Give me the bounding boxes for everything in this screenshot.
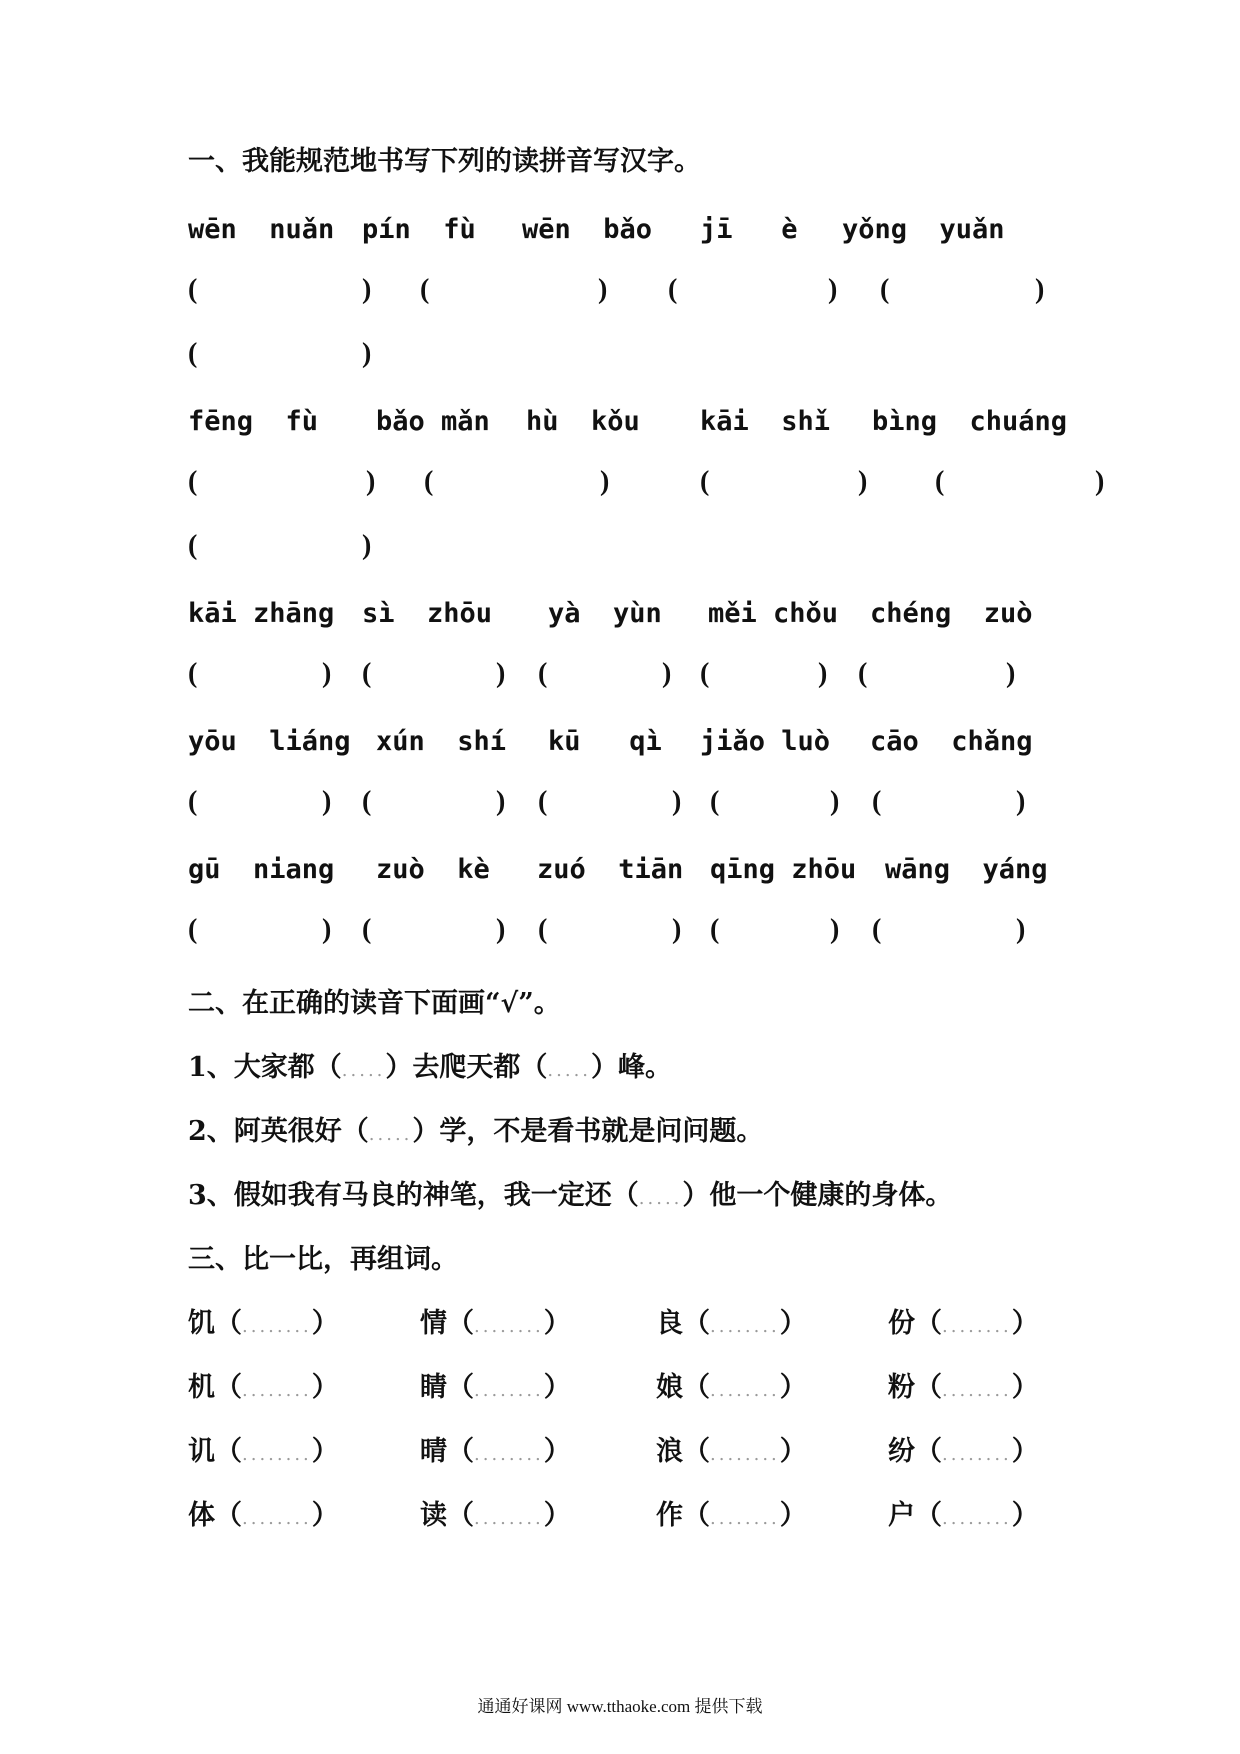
character: 机 (188, 1372, 215, 1403)
open-bracket: （ (215, 1500, 242, 1531)
pinyin-word: bǎo mǎn (376, 406, 490, 437)
pinyin-word: jī è (700, 214, 798, 245)
open-bracket: （ (447, 1372, 474, 1403)
close-bracket: ) (362, 530, 372, 561)
open-bracket: ( (188, 466, 198, 497)
open-bracket: （ (683, 1500, 710, 1531)
answer-bracket-row[interactable] (0, 274, 1240, 314)
close-bracket: ） (543, 1308, 571, 1339)
character: 作 (656, 1500, 683, 1531)
open-bracket: ( (188, 914, 198, 945)
close-bracket: ) (362, 338, 372, 369)
open-bracket: ( (188, 530, 198, 561)
answer-blank[interactable]: ........ (474, 1316, 544, 1337)
open-bracket: ( (710, 914, 720, 945)
answer-bracket-row[interactable] (0, 530, 1240, 570)
answer-blank[interactable]: ........ (474, 1380, 544, 1401)
open-bracket: ( (880, 274, 890, 305)
character: 浪 (656, 1436, 683, 1467)
open-bracket: ( (420, 274, 430, 305)
answer-blank[interactable]: ........ (710, 1444, 780, 1465)
close-bracket: ) (1016, 786, 1026, 817)
answer-blank[interactable]: ........ (942, 1444, 1012, 1465)
pinyin-word: wēn bǎo (522, 214, 653, 245)
open-bracket: （ (447, 1500, 474, 1531)
open-bracket: ( (872, 914, 882, 945)
close-bracket: ) (858, 466, 868, 497)
close-bracket: ) (830, 786, 840, 817)
open-bracket: ( (188, 274, 198, 305)
open-bracket: ( (362, 914, 372, 945)
answer-blank[interactable]: ........ (474, 1508, 544, 1529)
character: 纷 (888, 1436, 915, 1467)
pinyin-word: sì zhōu (362, 598, 493, 629)
character: 粉 (888, 1372, 915, 1403)
question-text: ）他一个健康的身体。 (682, 1180, 953, 1211)
question-item (188, 1176, 952, 1219)
question-text: ）学，不是看书就是问问题。 (412, 1116, 764, 1147)
section2-title: 二、在正确的读音下面画“√”。 (188, 988, 561, 1019)
word-cell[interactable] (188, 1368, 339, 1411)
answer-blank[interactable]: ........ (242, 1316, 312, 1337)
close-bracket: ) (1095, 466, 1105, 497)
pinyin-word: kū qì (548, 726, 662, 757)
close-bracket: ) (662, 658, 672, 689)
close-bracket: ) (322, 658, 332, 689)
open-bracket: （ (447, 1436, 474, 1467)
character: 讥 (188, 1436, 215, 1467)
close-bracket: ） (1011, 1308, 1039, 1339)
pinyin-word: yǒng yuǎn (842, 214, 1005, 245)
word-cell[interactable] (420, 1432, 571, 1475)
answer-blank[interactable]: ........ (242, 1444, 312, 1465)
question-text: 2、阿英很好（ (188, 1116, 369, 1147)
word-cell[interactable] (420, 1496, 571, 1539)
close-bracket: ） (1011, 1436, 1039, 1467)
question-text: ）峰。 (591, 1052, 673, 1083)
character: 睛 (420, 1372, 447, 1403)
character: 户 (888, 1500, 915, 1531)
open-bracket: ( (710, 786, 720, 817)
pinyin-word: zuò kè (376, 854, 490, 885)
question-text: ）去爬天都（ (385, 1052, 548, 1083)
section1-title: 一、我能规范地书写下列的读拼音写汉字。 (188, 146, 701, 177)
pinyin-word: chéng zuò (870, 598, 1033, 629)
close-bracket: ) (362, 274, 372, 305)
word-cell[interactable] (656, 1368, 807, 1411)
close-bracket: ) (496, 914, 506, 945)
open-bracket: ( (858, 658, 868, 689)
answer-bracket-row[interactable] (0, 658, 1240, 698)
pinyin-word: wēn nuǎn (188, 214, 335, 245)
word-cell[interactable] (188, 1304, 339, 1347)
question-item (188, 1048, 672, 1091)
pinyin-word: cāo chǎng (870, 726, 1033, 757)
open-bracket: （ (447, 1308, 474, 1339)
close-bracket: ) (1035, 274, 1045, 305)
close-bracket: ） (311, 1436, 339, 1467)
answer-blank[interactable]: ..... (368, 1124, 413, 1145)
pinyin-word: zuó tiān (537, 854, 684, 885)
answer-blank[interactable]: ..... (547, 1060, 592, 1081)
close-bracket: ) (598, 274, 608, 305)
close-bracket: ) (322, 786, 332, 817)
pinyin-word: gū niang (188, 854, 335, 885)
open-bracket: （ (915, 1372, 942, 1403)
close-bracket: ） (543, 1500, 571, 1531)
close-bracket: ) (1016, 914, 1026, 945)
open-bracket: （ (683, 1372, 710, 1403)
word-cell[interactable] (420, 1368, 571, 1411)
close-bracket: ) (672, 786, 682, 817)
answer-blank[interactable]: ........ (942, 1380, 1012, 1401)
question-item (188, 1112, 763, 1155)
open-bracket: ( (188, 338, 198, 369)
close-bracket: ） (311, 1500, 339, 1531)
answer-bracket-row[interactable] (0, 914, 1240, 954)
character: 饥 (188, 1308, 215, 1339)
word-cell[interactable] (656, 1432, 807, 1475)
answer-blank[interactable]: ........ (242, 1508, 312, 1529)
pinyin-word: qīng zhōu (710, 854, 857, 885)
open-bracket: （ (915, 1500, 942, 1531)
answer-blank[interactable]: ........ (710, 1380, 780, 1401)
character: 良 (656, 1308, 683, 1339)
open-bracket: ( (935, 466, 945, 497)
pinyin-word: hù kǒu (526, 406, 640, 437)
character: 体 (188, 1500, 215, 1531)
pinyin-word: měi chǒu (708, 598, 839, 629)
answer-blank[interactable]: ..... (638, 1188, 683, 1209)
open-bracket: ( (424, 466, 434, 497)
word-cell[interactable] (888, 1496, 1039, 1539)
answer-bracket-row[interactable] (0, 466, 1240, 506)
close-bracket: ) (322, 914, 332, 945)
close-bracket: ) (828, 274, 838, 305)
open-bracket: （ (215, 1436, 242, 1467)
section3-title: 三、比一比，再组词。 (188, 1244, 458, 1275)
footer-text: 通通好课网 www.tthaoke.com 提供下载 (477, 1697, 763, 1716)
answer-blank[interactable]: ........ (710, 1508, 780, 1529)
answer-blank[interactable]: ........ (710, 1316, 780, 1337)
close-bracket: ) (496, 658, 506, 689)
answer-blank[interactable]: ........ (942, 1316, 1012, 1337)
answer-blank[interactable]: ........ (474, 1444, 544, 1465)
open-bracket: ( (188, 658, 198, 689)
open-bracket: ( (872, 786, 882, 817)
open-bracket: ( (700, 466, 710, 497)
pinyin-word: jiǎo luò (700, 726, 831, 757)
word-cell[interactable] (420, 1304, 571, 1347)
open-bracket: ( (362, 658, 372, 689)
open-bracket: （ (915, 1436, 942, 1467)
open-bracket: ( (668, 274, 678, 305)
pinyin-word: kāi shǐ (700, 406, 831, 437)
close-bracket: ） (1011, 1372, 1039, 1403)
pinyin-word: wāng yáng (885, 854, 1048, 885)
answer-blank[interactable]: ..... (341, 1060, 386, 1081)
word-cell[interactable] (188, 1496, 339, 1539)
answer-bracket-row[interactable] (0, 786, 1240, 826)
close-bracket: ） (311, 1308, 339, 1339)
close-bracket: ） (1011, 1500, 1039, 1531)
close-bracket: ） (311, 1372, 339, 1403)
question-text: 3、假如我有马良的神笔，我一定还（ (188, 1180, 639, 1211)
word-cell[interactable] (188, 1432, 339, 1475)
character: 情 (420, 1308, 447, 1339)
pinyin-word: bìng chuáng (872, 406, 1068, 437)
word-cell[interactable] (656, 1304, 807, 1347)
word-cell[interactable] (888, 1368, 1039, 1411)
character: 读 (420, 1500, 447, 1531)
open-bracket: ( (538, 914, 548, 945)
open-bracket: ( (700, 658, 710, 689)
character: 娘 (656, 1372, 683, 1403)
pinyin-word: kāi zhāng (188, 598, 335, 629)
close-bracket: ) (830, 914, 840, 945)
open-bracket: ( (538, 786, 548, 817)
close-bracket: ) (1006, 658, 1016, 689)
word-cell[interactable] (656, 1496, 807, 1539)
answer-bracket-row[interactable] (0, 338, 1240, 378)
close-bracket: ） (779, 1500, 807, 1531)
open-bracket: （ (215, 1372, 242, 1403)
pinyin-word: yōu liáng (188, 726, 351, 757)
answer-blank[interactable]: ........ (242, 1380, 312, 1401)
open-bracket: （ (683, 1308, 710, 1339)
close-bracket: ) (672, 914, 682, 945)
pinyin-word: pín fù (362, 214, 476, 245)
close-bracket: ） (779, 1372, 807, 1403)
open-bracket: （ (215, 1308, 242, 1339)
question-text: 1、大家都（ (188, 1052, 342, 1083)
pinyin-word: fēng fù (188, 406, 319, 437)
answer-blank[interactable]: ........ (942, 1508, 1012, 1529)
open-bracket: ( (362, 786, 372, 817)
open-bracket: （ (683, 1436, 710, 1467)
close-bracket: ） (543, 1372, 571, 1403)
character: 份 (888, 1308, 915, 1339)
close-bracket: ) (366, 466, 376, 497)
open-bracket: ( (538, 658, 548, 689)
close-bracket: ） (779, 1436, 807, 1467)
open-bracket: （ (915, 1308, 942, 1339)
close-bracket: ) (818, 658, 828, 689)
close-bracket: ） (543, 1436, 571, 1467)
pinyin-word: xún shí (376, 726, 507, 757)
close-bracket: ） (779, 1308, 807, 1339)
character: 晴 (420, 1436, 447, 1467)
open-bracket: ( (188, 786, 198, 817)
close-bracket: ) (600, 466, 610, 497)
word-cell[interactable] (888, 1432, 1039, 1475)
close-bracket: ) (496, 786, 506, 817)
word-cell[interactable] (888, 1304, 1039, 1347)
pinyin-word: yà yùn (548, 598, 662, 629)
